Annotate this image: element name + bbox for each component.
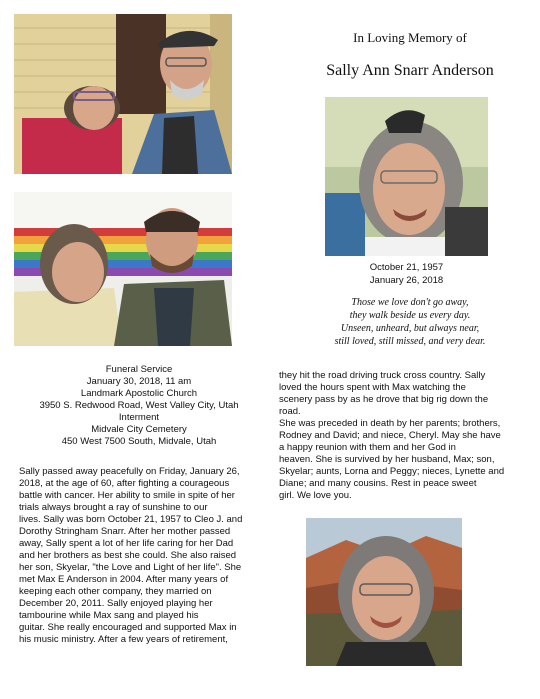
birth-date: October 21, 1957 bbox=[369, 262, 444, 273]
memorial-heading: In Loving Memory of bbox=[353, 30, 467, 45]
obituary-line: tambourine while Max sang and played his bbox=[19, 610, 199, 621]
obituary-line: heaven. She is survived by her husband, Max; son, bbox=[279, 454, 495, 465]
service-date: January 30, 2018, 11 am bbox=[86, 376, 192, 387]
obituary-line: road. bbox=[279, 406, 301, 417]
obituary-line: battle with cancer. Her ability to smile in spite of her bbox=[19, 490, 235, 501]
obituary-line: a happy reunion with them and her God in bbox=[279, 442, 456, 453]
photo-portrait-red-rocks bbox=[306, 518, 462, 666]
obituary-line: December 20, 2011. Sally enjoyed playing her bbox=[19, 598, 213, 609]
photo-mother-son bbox=[14, 192, 232, 346]
poem-line: still loved, still missed, and very dear. bbox=[334, 336, 486, 347]
obituary-line: lives. Sally was born October 21, 1957 to Cleo J. and bbox=[19, 514, 243, 525]
obituary-line: and her brothers as best she could. She also raised bbox=[19, 550, 237, 561]
service-location: Landmark Apostolic Church bbox=[80, 388, 198, 399]
obituary-line: She was preceded in death by her parents; brothers, bbox=[279, 418, 501, 429]
obituary-line: her son, Skyelar, "the Love and Light of her life". She bbox=[19, 562, 242, 573]
obituary-line: they hit the road driving truck cross country. Sally bbox=[279, 370, 486, 381]
cemetery-name: Midvale City Cemetery bbox=[91, 424, 187, 435]
photo-couple-porch bbox=[14, 14, 232, 174]
obituary-line: Diane; and many cousins. Rest in peace sweet bbox=[279, 478, 477, 489]
deceased-name: Sally Ann Snarr Anderson bbox=[326, 62, 494, 79]
photo-portrait-bow bbox=[325, 97, 488, 256]
obituary-line: Rodney and David; and niece, Cheryl. May she have bbox=[279, 430, 501, 441]
obituary-line: scenery pass by as he drove that big rig down the bbox=[279, 394, 489, 405]
obituary-text-right bbox=[279, 370, 529, 502]
obituary-line: met Max E Anderson in 2004. After many years of bbox=[19, 574, 229, 585]
poem-line: Those we love don't go away, bbox=[351, 297, 469, 308]
obituary-line: loved the hours spent with Max watching the bbox=[279, 382, 466, 393]
death-date: January 26, 2018 bbox=[369, 275, 444, 286]
service-details bbox=[14, 364, 264, 448]
cemetery-address: 450 West 7500 South, Midvale, Utah bbox=[61, 436, 217, 447]
obituary-line: his music ministry. After a few years of retirement, bbox=[19, 634, 228, 645]
obituary-line: keeping each other company, they married on bbox=[19, 586, 212, 597]
service-address: 3950 S. Redwood Road, West Valley City, Utah bbox=[39, 400, 239, 411]
obituary-text-left bbox=[19, 466, 271, 646]
obituary-line: Skyelar; aunts, Lorna and Peggy; nieces, Lynette and bbox=[279, 466, 505, 477]
obituary-line: 2018, at the age of 60, after fighting a courageous bbox=[19, 478, 230, 489]
obituary-line: trials always brought a ray of sunshine to our bbox=[19, 502, 208, 513]
obituary-line: Dorothy Stringham Snarr. After her mother passed bbox=[19, 526, 231, 537]
obituary-line: girl. We love you. bbox=[279, 490, 352, 501]
service-title: Funeral Service bbox=[105, 364, 173, 375]
memorial-poem bbox=[290, 296, 530, 348]
obituary-line: Sally passed away peacefully on Friday, January 26, bbox=[19, 466, 240, 477]
poem-line: they walk beside us every day. bbox=[349, 310, 471, 321]
poem-line: Unseen, unheard, but always near, bbox=[340, 323, 480, 334]
interment-title: Interment bbox=[118, 412, 160, 423]
obituary-line: away, Sally spent a lot of her life caring for her Dad bbox=[19, 538, 234, 549]
obituary-line: guitar. She really encouraged and supported Max in bbox=[19, 622, 237, 633]
